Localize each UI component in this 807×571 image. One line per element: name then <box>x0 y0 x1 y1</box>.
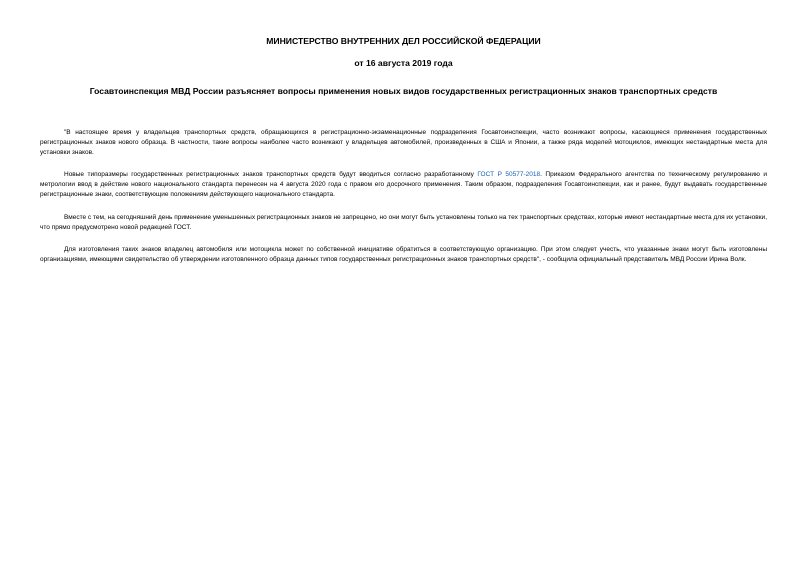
paragraph-2-text-before: Новые типоразмеры государственных регистрационных знаков транспортных средств будут вводиться согласно разработанному <box>64 171 478 179</box>
document-body <box>40 128 767 278</box>
paragraph-3: Вместе с тем, на сегодняшний день применение уменьшенных регистрационных знаков не запрещено, но они могут быть установлены только на тех транспортных средствах, которые имеют нестандартные места для их установки, что прямо предусмотрено новой редакцией ГОСТ. <box>40 213 767 231</box>
document-title: Госавтоинспекция МВД России разъясняет вопросы применения новых видов государственных регистрационных знаков транспортных средств <box>89 86 718 96</box>
document-date: от 16 августа 2019 года <box>354 58 453 68</box>
paragraph-1: "В настоящее время у владельцев транспортных средств, обращающихся в регистрационно-экзаменационные подразделения Госавтоинспекции, часто возникают вопросы, касающиеся применения государственных регистрационных знаков нового образца. В частности, такие вопросы наиболее часто возникают у владельцев автомобилей, произведенных в США и Японии, а также ряда моделей мотоциклов, имеющих нестандартные места для установки знаков. <box>40 129 767 156</box>
paragraph-4: Для изготовления таких знаков владелец автомобиля или мотоцикла может по собственной инициативе обратиться в соответствующую организацию. При этом следует учесть, что указанные знаки могут быть изготовлены организациями, имеющими свидетельство об утверждении изготовленного образца данных типов государственных регистрационных знаков транспортных средств", - сообщила официальный представитель МВД России Ирина Волк. <box>40 246 767 264</box>
paragraph-2 <box>40 170 767 199</box>
gost-link[interactable]: ГОСТ Р 50577-2018 <box>477 171 541 179</box>
paragraph-2-text-after: . Приказом Федерального агентства по техническому регулированию и метрологии ввод в действие нового национального стандарта перенесен на 4 августа 2020 года с правом его досрочного применения. Таким образом, подразделения Госавтоинспекции, как и ранее, будут выдавать государственные регистрационные знаки, соответствующие положениям действующего национального стандарта. <box>40 171 767 198</box>
ministry-heading: МИНИСТЕРСТВО ВНУТРЕННИХ ДЕЛ РОССИЙСКОЙ ФЕДЕРАЦИИ <box>266 36 541 46</box>
